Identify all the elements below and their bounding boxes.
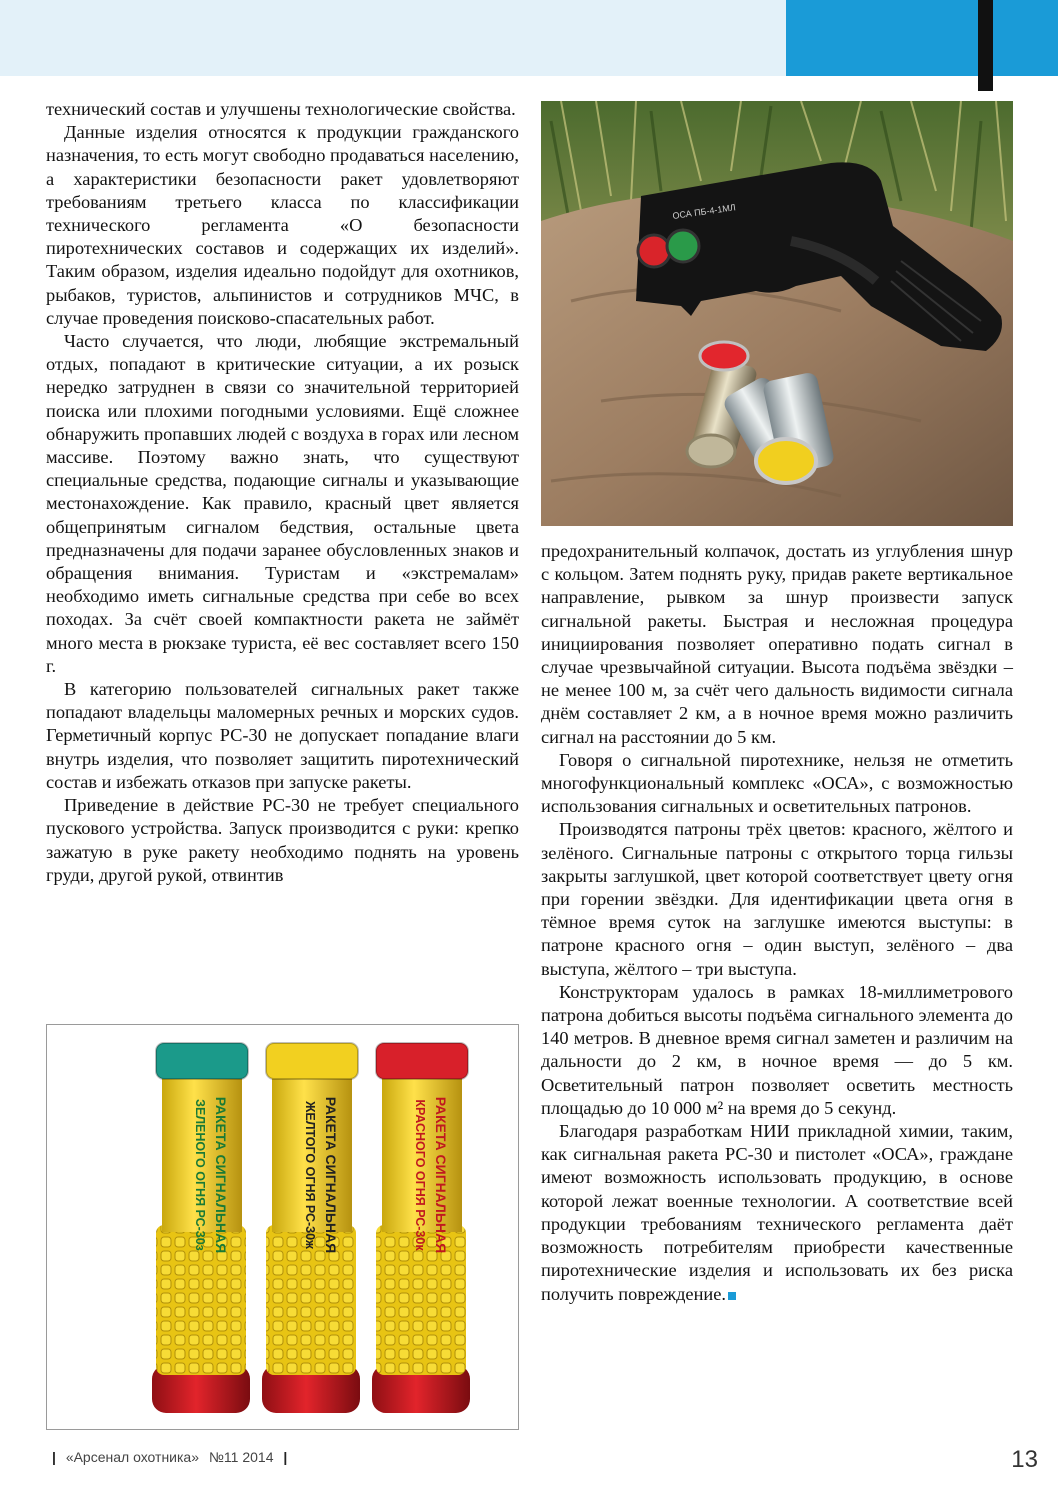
flare-top-cap [266, 1043, 358, 1079]
paragraph-text: Часто случается, что люди, любящие экстремальный отдых, попадают в критические ситуации, а их розыск нередко затруднен в связи со значительной территорией поиска или плохими погодными условиями. Ещё сложнее обнаружить пропавших людей с воздуха в горах или лесном массиве. Поэтому важно знать, что существуют специальные средства, подающие сигналы и указывающие местонахождение. Как правило, красный цвет является общепринятым сигналом бедствия, остальные цвета предназначены для подачи заранее обусловленных знаков и обращения внимания. Туристам и «экстремалам» необходимо иметь сигнальные средства при себе во всех походах. За счёт своей компактности ракета не займёт много места в рюкзаке туриста, её вес составляет всего 150 г. [46, 331, 519, 676]
pistol-osa-photo [541, 101, 1013, 526]
pistol-marking: ОСА ПБ-4-1МЛ [671, 202, 737, 221]
paragraph [46, 98, 519, 121]
flare-label-line-1: РАКЕТА СИГНАЛЬНАЯ [433, 1096, 449, 1254]
paragraph-text: Приведение в действие РС-30 не требует специального пускового устройства. Запуск производится с руки: крепко зажатую в руке ракету необходимо поднять на уровень груди, другой рукой, отвинтив [46, 795, 519, 885]
header-black-bar [978, 0, 993, 91]
article-end-square [728, 1292, 736, 1300]
paragraph-text: Производятся патроны трёх цветов: красного, жёлтого и зелёного. Сигнальные патроны с открытого торца гильзы закрыты заглушкой, цвет которой соответствует цвету огня при горении звёздки. Для идентификации цвета огня в тёмное время суток на заглушке имеются выступы: в патроне красного огня – один выступ, зелёного – два выступа, жёлтого – три выступа. [541, 819, 1013, 979]
header-band [0, 0, 786, 76]
flares-photo-drawing [47, 1025, 518, 1429]
flare-label-line-1: РАКЕТА СИГНАЛЬНАЯ [213, 1096, 229, 1254]
paragraph-text: технический состав и улучшены технологические свойства. [46, 99, 516, 119]
paragraph [541, 981, 1013, 1120]
paragraph [46, 678, 519, 794]
flare-top-cap [156, 1043, 248, 1079]
flare-label-line-2: ЖЕЛТОГО ОГНЯ РС-30ж [303, 1101, 317, 1249]
paragraph [541, 540, 1013, 749]
paragraph [46, 330, 519, 678]
paragraph-text: В категорию пользователей сигнальных ракет также попадают владельцы маломерных речных и морских судов. Герметичный корпус РС-30 не допускает попадание влаги внутрь изделия, что позволяет защитить пиротехнический состав и избежать отказов при запуске ракеты. [46, 679, 519, 792]
footer-separator: | [52, 1449, 56, 1465]
paragraph [46, 121, 519, 330]
footer-issue: №11 2014 [208, 1449, 274, 1465]
flare-label-line-1: РАКЕТА СИГНАЛЬНАЯ [323, 1096, 339, 1254]
flare-label-line-2: ЗЕЛЕНОГО ОГНЯ РС-30з [193, 1099, 207, 1251]
paragraph-text: Конструкторам удалось в рамках 18-миллиметрового патрона добиться высоты подъёма сигнального элемента до 140 метров. В дневное время сигнал заметен и различим на дальности до 2 км, в ночное время — до 5 км. Осветительный патрон позволяет осветить местность площадью до 10 000 м² на время до 5 секунд. [541, 981, 1013, 1118]
paragraph [46, 794, 519, 887]
paragraph-text: Говоря о сигнальной пиротехнике, нельзя не отметить многофункциональный комплекс «ОСА», с возможностью использования сигнальных и осветительных патронов. [541, 749, 1013, 817]
pistol-photo-drawing [541, 101, 1013, 526]
flare-top-cap [376, 1043, 468, 1079]
flare-tube [152, 1043, 250, 1413]
left-text-column [46, 98, 519, 887]
footer-magazine: «Арсенал охотника» [65, 1449, 200, 1465]
footer-separator: | [283, 1449, 288, 1465]
signal-flares-photo [46, 1024, 519, 1430]
paragraph [541, 749, 1013, 819]
flare-label-line-2: КРАСНОГО ОГНЯ РС-30к [413, 1099, 427, 1251]
paragraph-text: предохранительный колпачок, достать из углубления шнур с кольцом. Затем поднять руку, придав ракете вертикальное направление, рывком за шнур произвести запуск сигнальной ракеты. Быстрая и несложная процедура инициирования позволяет оперативно подать сигнал в случае чрезвычайной ситуации. Высота подъёма звёздки – не менее 100 м, за счёт чего дальность видимости сигнала днём составляет 2 км, а в ночное время можно различить сигнал на расстоянии до 5 км. [541, 541, 1013, 747]
green-barrel-cap [667, 230, 699, 262]
page-footer [46, 1449, 293, 1465]
paragraph-text: Благодаря разработкам НИИ прикладной химии, таким, как сигнальная ракета РС-30 и пистолет «ОСА», граждане имеют возможность использовать продукцию, в основе которой лежат военные технологии. А соответствие всей продукции требованиям технического регламента даёт возможность потребителям приобрести качественные пиротехнические изделия и использовать их без риска получить повреждение. [541, 1121, 1013, 1304]
paragraph-text: Данные изделия относятся к продукции гражданского назначения, то есть могут свободно продаваться населению, а характеристики безопасности ракет удовлетворяют требованиям третьего класса по классификации технического регламента «О безопасности пиротехнических составов и содержащих их изделий». Таким образом, изделия идеально подойдут для охотников, рыбаков, туристов, альпинистов и сотрудников МЧС, в случае проведения поисково-спасательных работ. [46, 122, 519, 328]
flare-tube [262, 1043, 360, 1413]
page-number: 13 [1011, 1446, 1038, 1473]
paragraph [541, 1120, 1013, 1306]
right-text-column [541, 540, 1013, 1306]
flare-tube [372, 1043, 470, 1413]
paragraph [541, 818, 1013, 980]
header-accent-block [786, 0, 1058, 76]
red-barrel-cap [638, 235, 670, 267]
